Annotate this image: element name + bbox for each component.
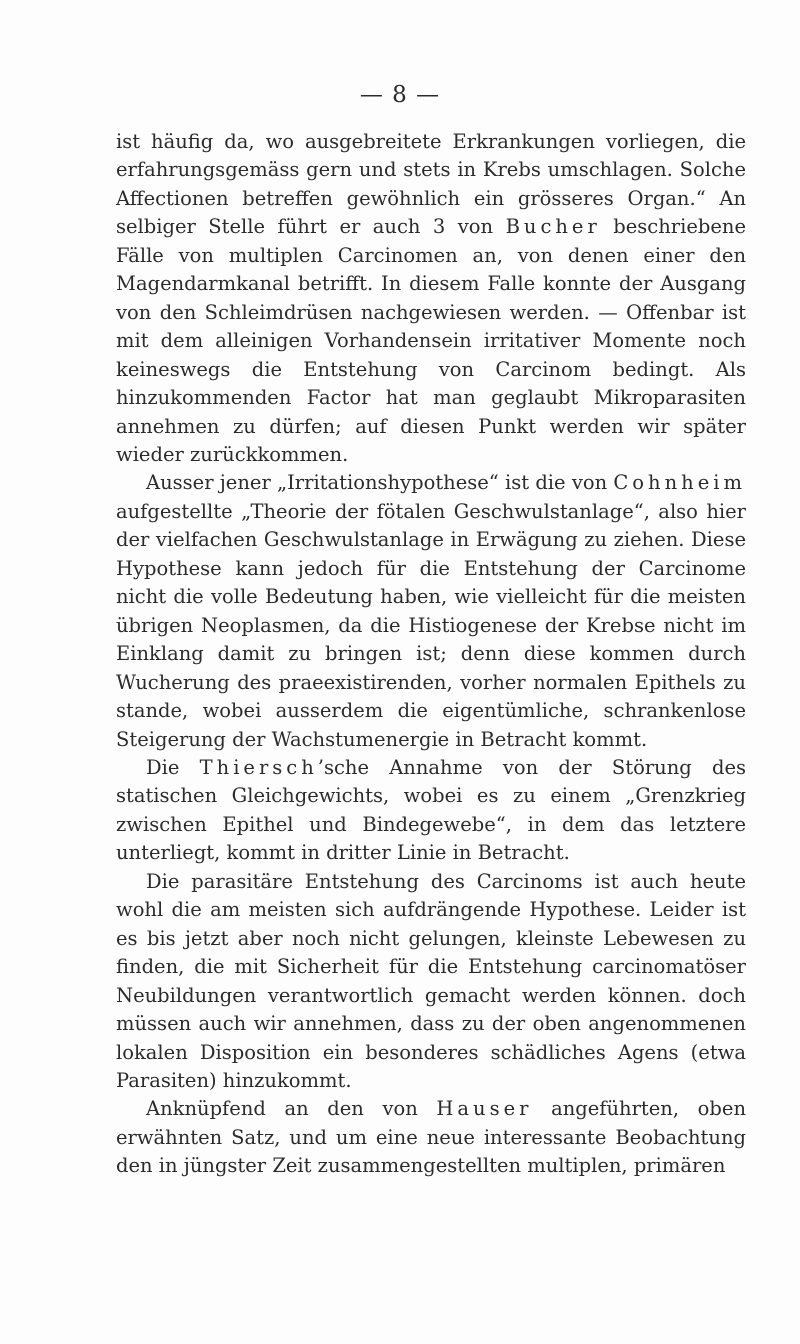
text-segment: aufgestellte „Theorie der fötalen Geschwulstanlage“, also hier der vielfachen Geschwulstanlage in Erwägung zu ziehen. Diese Hypothese kann jedoch für die Entstehung der Carcinome nicht die volle Bedeutung haben, wie vielleicht für die meisten übrigen Neoplasmen, da die Histiogenese der Krebse nicht im Einklang damit zu bringen ist; denn diese kommen durch Wucherung des praeexistirenden, vorher normalen Epithels zu stande, wobei ausserdem die eigentümliche, schrankenlose Steigerung der Wachstumenergie in Betracht kommt. [116,499,746,751]
text-segment: ’sche Annahme von der Störung des statischen Gleichgewichts, wobei es zu einem „Grenzkrieg zwischen Epithel und Bindegewebe“, in dem das letztere unterliegt, kommt in dritter Linie in Betracht. [116,755,746,865]
text-segment: Anknüpfend an den von [146,1097,437,1121]
body-text [116,128,746,1181]
paragraph-1 [116,128,746,469]
text-segment: ist häufig da, wo ausgebreitete Erkrankungen vorliegen, die erfahrungsgemäss gern und stets in Krebs umschlagen. Solche Affectionen betreffen gewöhnlich ein grösseres Organ.“ An selbiger Stelle führt er auch 3 von [116,130,746,239]
page-number: — 8 — [359,82,441,108]
text-segment: Die parasitäre Entstehung des Carcinoms ist auch heute wohl die am meisten sich aufdrängende Hypothese. Leider ist es bis jetzt aber noch nicht gelungen, kleinste Lebewesen zu finden, die mit Sicherheit für die Entstehung carcinomatöser Neubildungen verantwortlich gemacht werden können. doch müssen auch wir annehmen, dass zu der oben angenommenen lokalen Disposition ein besonderes schädliches Agens (etwa Parasiten) hinzukommt. [116,869,746,1092]
text-segment: Ausser jener „Irritationshypothese“ ist die von [146,471,614,495]
text-segment: angeführten, oben erwähnten Satz, und um eine neue interessante Beobachtung den in jüngster Zeit zusammengestellten multiplen, primären [116,1097,746,1178]
author-name-bucher: Bucher [505,215,601,239]
paragraph-4 [116,868,746,1096]
author-name-thiersch: Thiersch [199,755,318,779]
paragraph-3 [116,754,746,868]
author-name-cohnheim: Cohnheim [613,471,746,495]
text-segment: Die [146,755,200,779]
author-name-hauser: Hauser [436,1097,533,1121]
text-segment: beschriebene Fälle von multiplen Carcinomen an, von denen einer den Magendarmkanal betrifft. In diesem Falle konnte der Ausgang von den Schleimdrüsen nachgewiesen werden. — Offenbar ist mit dem alleinigen Vorhandensein irritativer Momente noch keineswegs die Entstehung von Carcinom bedingt. Als hinzukommenden Factor hat man geglaubt Mikroparasiten annehmen zu dürfen; auf diesen Punkt werden wir später wieder zurückkommen. [116,215,746,466]
paragraph-5 [116,1095,746,1180]
paragraph-2 [116,469,746,754]
